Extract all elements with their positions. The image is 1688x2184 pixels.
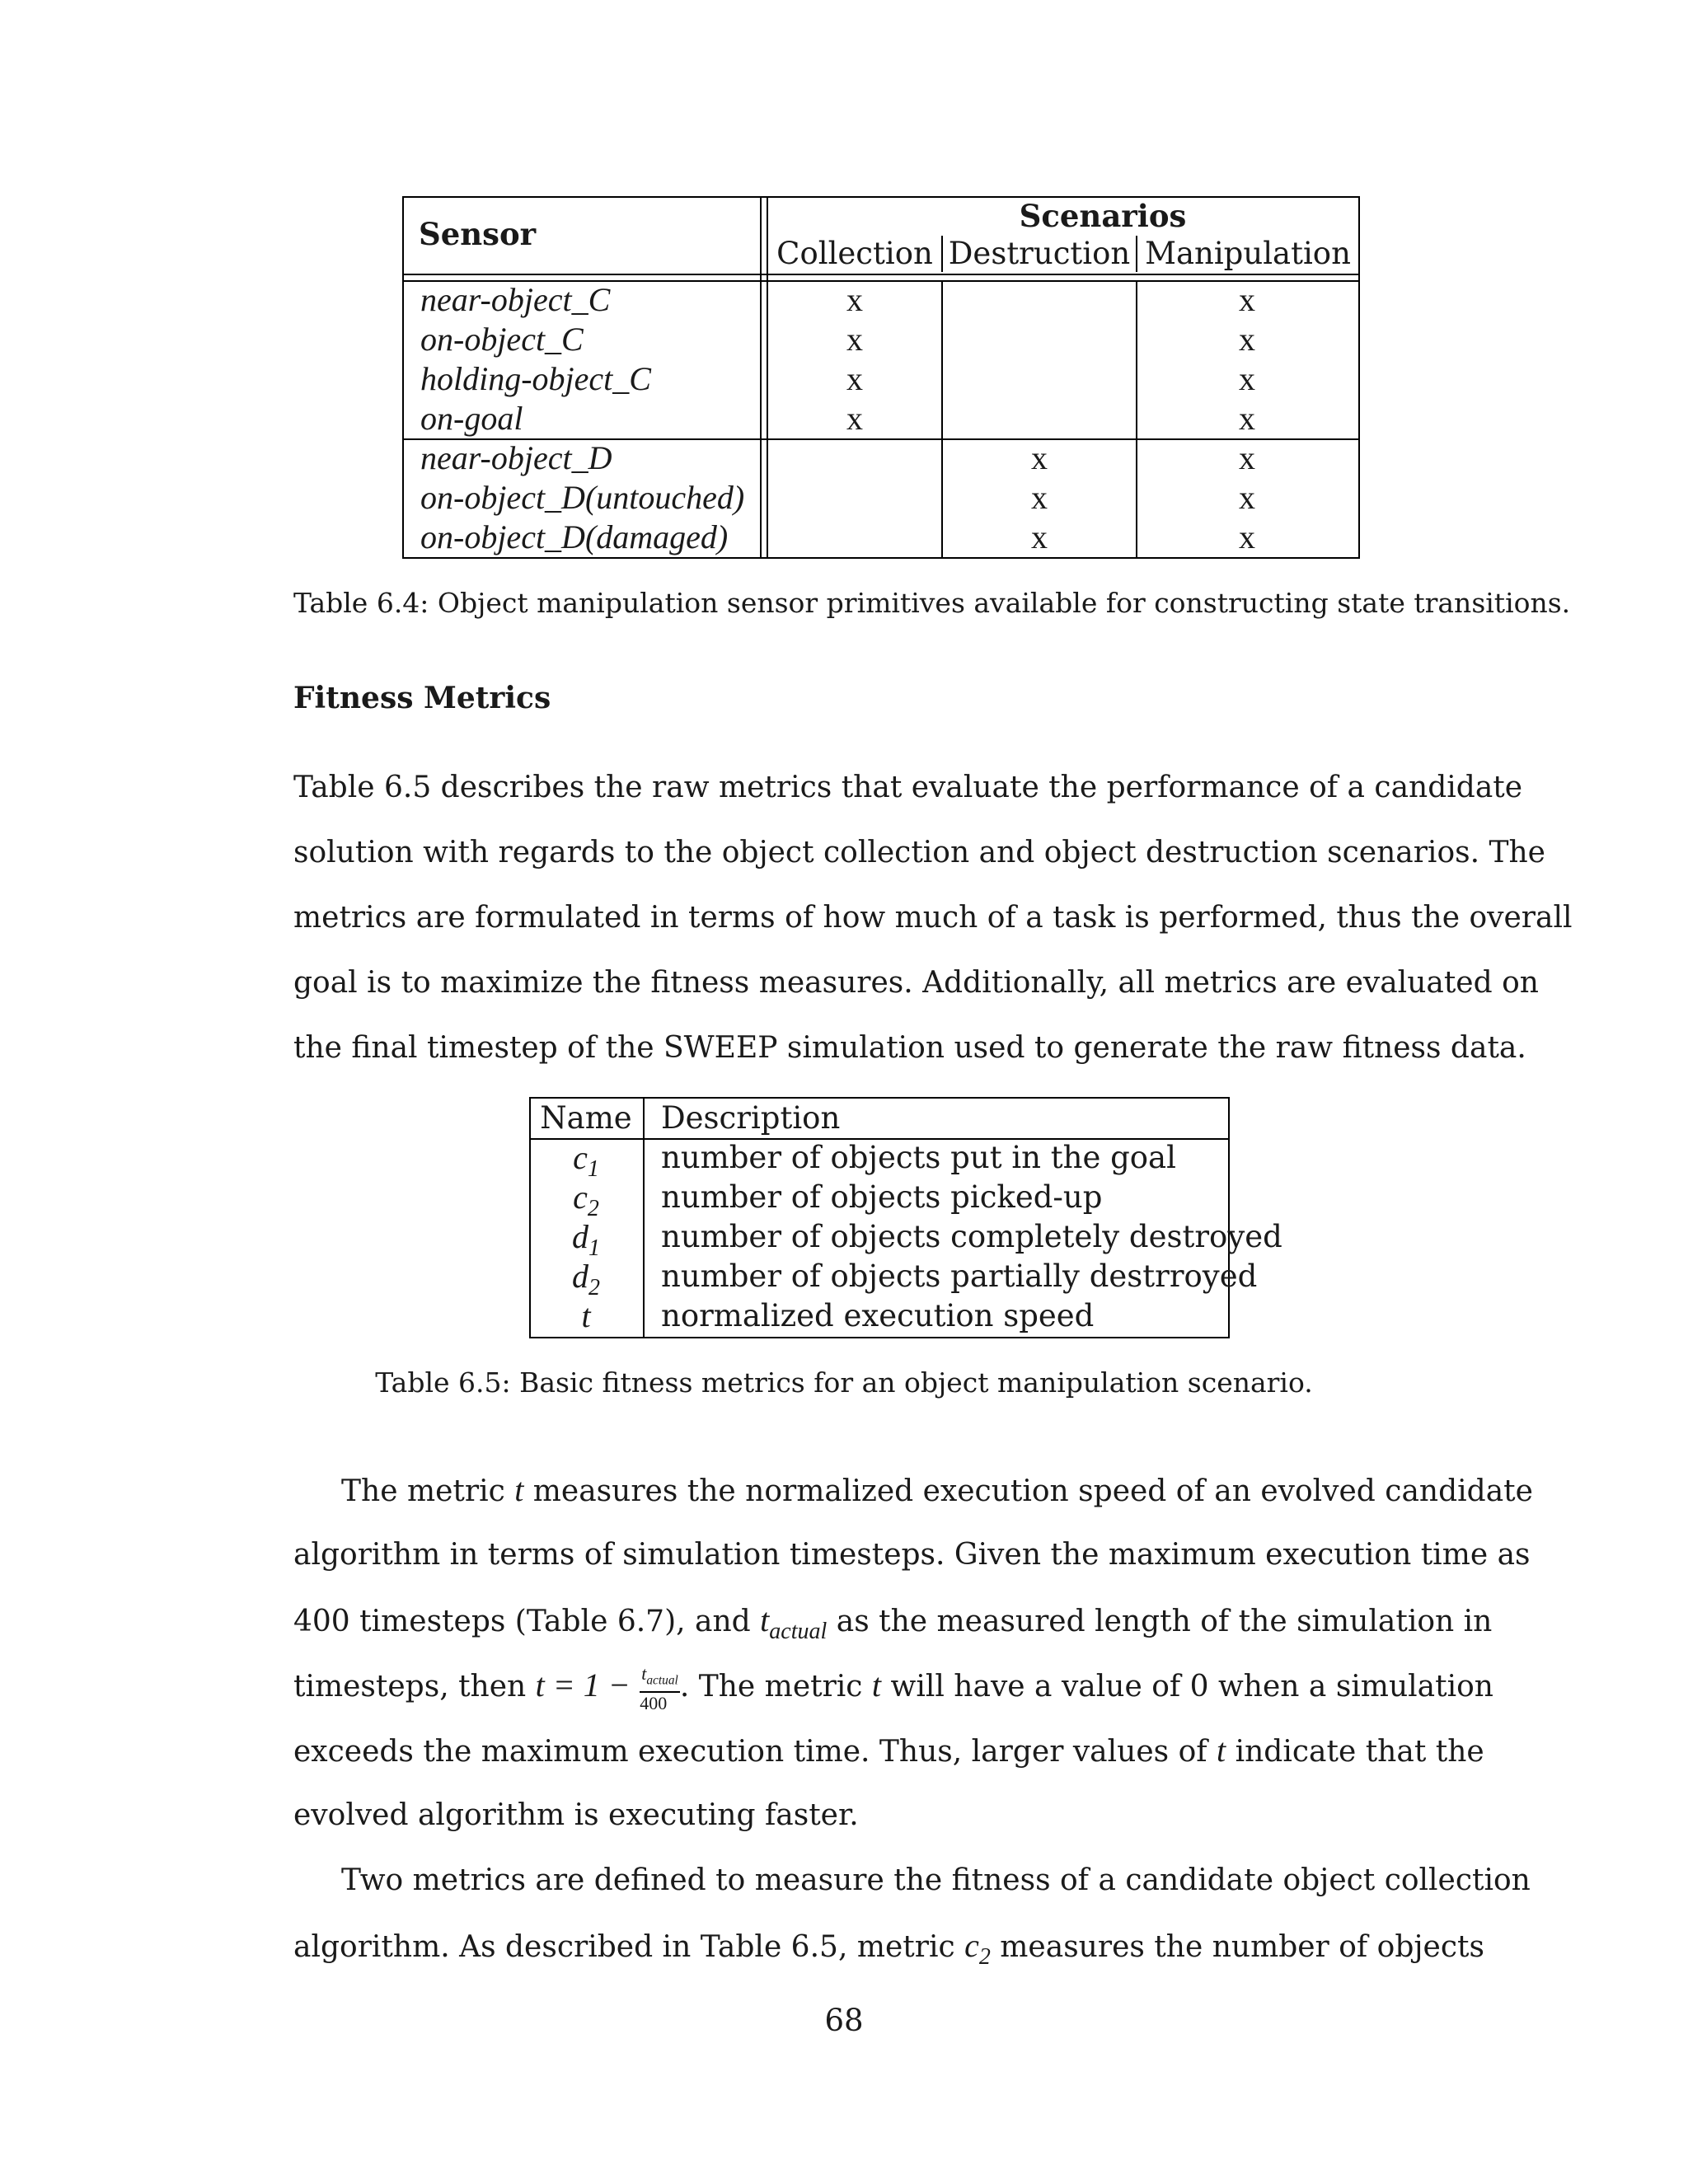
column-header-collection: Collection	[776, 236, 933, 271]
text-line: evolved algorithm is executing faster.	[293, 1798, 859, 1832]
sensor-name: near-object_D	[420, 439, 612, 476]
metric-description: number of objects put in the goal	[661, 1140, 1176, 1175]
text-line: metrics are formulated in terms of how much of a task is performed, thus the overall	[293, 901, 1573, 935]
header-description: Description	[661, 1100, 841, 1136]
paragraph-2	[293, 1457, 1533, 1848]
sensor-name: on-object_C	[420, 321, 584, 358]
paragraph-3	[293, 1848, 1531, 1978]
table-row	[529, 1257, 1258, 1301]
row-mark: x	[1031, 439, 1048, 476]
table-6-4-caption: Table 6.4: Object manipulation sensor primitives available for constructing state transitions.	[293, 587, 1571, 619]
text-line: The metric t measures the normalized execution speed of an evolved candidate	[341, 1471, 1533, 1508]
text-line: timesteps, then t = 1 − $t_{actual}$ 400 . The metric t will have a value of 0 when a simulation	[293, 1662, 1493, 1714]
row-mark: x	[1239, 518, 1255, 555]
metric-name: $d_1$	[572, 1218, 600, 1261]
table-row	[529, 1296, 1230, 1336]
row-mark: x	[1239, 360, 1255, 397]
row-mark: x	[1031, 479, 1048, 516]
metric-name: t	[581, 1297, 591, 1334]
metric-description: normalized execution speed	[661, 1298, 1095, 1333]
row-mark: x	[1239, 479, 1255, 516]
fraction: $t_{actual}$ 400	[640, 1662, 678, 1714]
table-row	[529, 1138, 1230, 1182]
metric-description: number of objects completely destroyed	[661, 1219, 1282, 1254]
text-line: exceeds the maximum execution time. Thus, larger values of t indicate that the	[293, 1732, 1484, 1769]
row-mark: x	[846, 400, 863, 437]
row-mark: x	[1239, 321, 1255, 358]
sensor-name: on-object_D(damaged)	[420, 518, 729, 555]
table-header-row	[529, 1099, 1230, 1138]
metric-name: $d_2$	[572, 1258, 600, 1301]
sensor-header: Sensor	[419, 216, 537, 252]
row-mark: x	[846, 321, 863, 358]
row-mark: x	[1239, 400, 1255, 437]
table-6-4	[402, 196, 1360, 559]
text-line: algorithm in terms of simulation timesteps. Given the maximum execution time as	[293, 1538, 1531, 1572]
table-6-5	[529, 1097, 1282, 1338]
text-line: 400 timesteps (Table 6.7), and $t_{actual}$ as the measured length of the simulation in	[293, 1601, 1493, 1644]
row-mark: x	[1239, 439, 1255, 476]
formula: t = 1 −	[535, 1666, 631, 1704]
text-line: Table 6.5 describes the raw metrics that evaluate the performance of a candidate	[293, 771, 1523, 804]
row-mark: x	[846, 281, 863, 318]
text-line: goal is to maximize the fitness measures. Additionally, all metrics are evaluated on	[293, 966, 1539, 1000]
metric-description: number of objects partially destrroyed	[661, 1258, 1258, 1294]
sensor-name: on-goal	[420, 400, 523, 437]
sensor-name: near-object_C	[420, 281, 611, 318]
header-name: Name	[540, 1100, 632, 1136]
metric-description: number of objects picked-up	[661, 1179, 1103, 1215]
table-6-5-caption: Table 6.5: Basic fitness metrics for an object manipulation scenario.	[375, 1366, 1313, 1399]
sensor-name: holding-object_C	[420, 360, 651, 397]
page-number: 68	[824, 2003, 864, 2038]
text-line: solution with regards to the object collection and object destruction scenarios. The	[293, 836, 1545, 869]
metric-name: $c_2$	[573, 1179, 599, 1221]
table-row	[529, 1217, 1282, 1261]
text-line: Two metrics are defined to measure the fitness of a candidate object collection	[341, 1863, 1531, 1897]
metric-name: $c_1$	[573, 1139, 599, 1182]
column-header-destruction: Destruction	[948, 236, 1131, 271]
row-mark: x	[1031, 518, 1048, 555]
sensor-name: on-object_D(untouched)	[420, 479, 745, 516]
column-header-manipulation: Manipulation	[1145, 236, 1351, 271]
row-mark: x	[1239, 281, 1255, 318]
scenarios-header: Scenarios	[1019, 198, 1187, 234]
text-line: the final timestep of the SWEEP simulation used to generate the raw fitness data.	[293, 1031, 1526, 1065]
text-line: algorithm. As described in Table 6.5, metric $c_2$ measures the number of objects	[293, 1927, 1484, 1970]
section-heading: Fitness Metrics	[293, 681, 551, 715]
row-mark: x	[846, 360, 863, 397]
table-row	[529, 1178, 1230, 1221]
paragraph-1	[293, 755, 1573, 1080]
